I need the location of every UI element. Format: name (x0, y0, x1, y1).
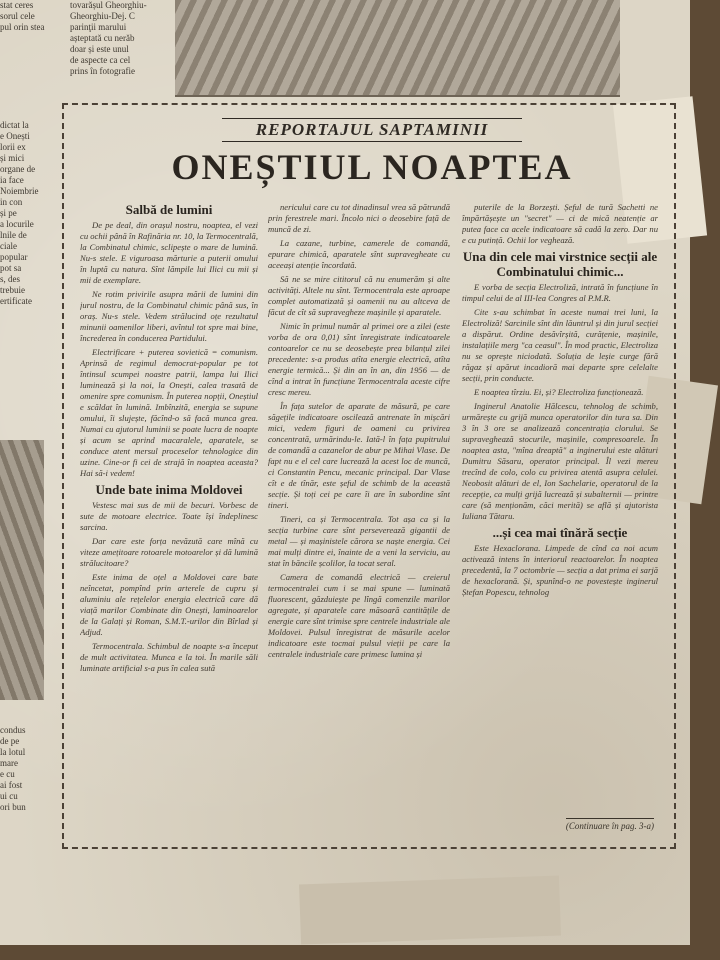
subheading-sectie-virstnica: Una din cele mai virstnice secții ale Combinatului chimic... (462, 249, 658, 279)
fragment-left-upper (0, 0, 50, 33)
article-column-1 (80, 202, 258, 832)
article-column-3 (462, 202, 658, 832)
fragment-line: a locurile (0, 219, 34, 229)
fragment-left-lower (0, 725, 46, 813)
fragment-line: e cu (0, 769, 15, 779)
paragraph: nericului care cu tot dinadinsul vrea să pătrundă prin ferestrele mari. Încolo nici o deosebire față de muncă de zi. (268, 202, 450, 234)
fragment-top-left (70, 0, 170, 77)
paragraph: Inginerul Anatolie Hălcescu, tehnolog de schimb, urmărește cu grijă munca operatorilor din tura sa. Din 3 în 3 ore se analizează concentrația clorului. Se supraveghează stocurile, mașinile, compresoarele. În noaptea asta, "mîna dreaptă" a inginerului este alături Dumitru Săsaru, operator principal. Îl vezi mereu trecînd de colo, colo cu privirea atentă asupra celulei. Neobosit alături de el, Ion Sachelarie, operatorul de la recepție, ca mulți grijă lucrează și subalternii — printre care (să menționăm, căci merită) se află și ajutorista Iuliana Tătaru. (462, 401, 658, 521)
fragment-line: la lotul (0, 747, 26, 757)
article-kicker: REPORTAJUL SAPTAMINII (222, 118, 522, 142)
fragment-line: ciale (0, 241, 17, 251)
subheading-salba-de-lumini: Salbă de lumini (125, 202, 213, 217)
fragment-line: ai fost (0, 780, 23, 790)
fragment-line: e Onești (0, 131, 30, 141)
fragment-line: pul orin stea (0, 22, 45, 32)
paragraph: Electrificare + puterea sovietică = comunism. Aprinsă de regimul democrat-popular pe tot întinsul scumpei noastre patrii, lampa lui Ilici luminează și la noi, la Onești, calea trasată de omenire spre comunism. În puterea nopții, Oneștiul e scăldat în lumină. Imbînzită, energia se supune omului, îi slujește, făcînd-o să facă munca grea. Numai cu ajutorul luminii se poate lucra de noapte și acum se aprind macaralele, aparatele, se conduce atent mersul proceselor tehnologice din uzine. Cine-or fi cei de strajă în noaptea aceasta? Hai să-i vedem! (80, 347, 258, 478)
fragment-line: ertificate (0, 296, 32, 306)
fragment-line: pot sa (0, 263, 22, 273)
fragment-line: și pe (0, 208, 17, 218)
fragment-line: stat ceres (0, 0, 34, 10)
fragment-line: parinţii marului (70, 22, 127, 32)
paragraph: Nimic în primul număr al primei ore a zilei (este vorba de ora 0,01) sînt înregistrate indicatoarele contoarelor ce nu se deosebește prea bilanțul zilei precedente: s-a produs atîta energie electrică, atîta energie termică... Și din an în an, din 1956 — de cînd a intrat în funcțiune Termocentrala aceste cifre cresc mereu. (268, 321, 450, 397)
article (72, 112, 664, 840)
paragraph: Termocentrala. Schimbul de noapte s-a început de mult activitatea. Munca e la toi. În marile săli luminate artificial s-a pus în calea sută (80, 641, 258, 673)
fragment-line: sorul cele (0, 11, 35, 21)
fragment-line: mare (0, 758, 18, 768)
paragraph: E noaptea tîrziu. Ei, și? Electroliza funcționează. (474, 387, 644, 397)
fragment-line: ui cu (0, 791, 18, 801)
paragraph: E vorba de secția Electroliză, intrată în funcțiune în timpul celui de al III-lea Congres al P.M.R. (462, 282, 658, 303)
fragment-line: condus (0, 725, 26, 735)
fragment-line: Gheorghiu-Dej. C (70, 11, 135, 21)
fragment-line: dictat la (0, 120, 29, 130)
continuation-note: (Continuare în pag. 3-a) (566, 818, 654, 831)
paragraph: Ne rotim privirile asupra mării de lumini din jurul nostru, de la Combinatul chimic până sus, în oraș. Nu-s stele. Vedem strălucind oțe rezultatul minunii oamenilor liberi, avîntul tot spre mai bine, încrederea în conducerea Partidului. (80, 289, 258, 343)
paragraph: La cazane, turbine, camerele de comandă, epurare chimică, aparatele sînt supravegheate cu aceeași atenție încordată. (268, 238, 450, 270)
fragment-line: ia face (0, 175, 24, 185)
article-headline: ONEȘTIUL NOAPTEA (171, 147, 573, 187)
fragment-line: s, des (0, 274, 20, 284)
fragment-line: prins în fotografie (70, 66, 135, 76)
subheading-sectie-tinara: ...și cea mai tînără secție (492, 525, 628, 540)
paragraph: De pe deal, din orașul nostru, noaptea, el vezi cu ochii până în Rafinăria nr. 10, la Termocentrală, la Combinatul chimic, sclipește o mare de lumină. Nu-s stele. E viguroasa mărturie a puterii omului în luptă cu natura. Sînt lămpile lui Ilici cu mii și mii de exemplare. (80, 220, 258, 285)
fragment-line: și mici (0, 153, 25, 163)
fragment-line: popular (0, 252, 28, 262)
fragment-line: Noiembrie (0, 186, 39, 196)
paragraph: Camera de comandă electrică — creierul termocentralei cum i se mai spune — luminată fluorescent, găzduiește pe lîngă comenzile marilor agregate, și aparatele care măsoară cantitățile de energie care sînt trimise spre centrele industriale ale Moldovei. Pulsul înregistrat de măsurile acelor indicatoare este tocmai pulsul vieții pe care la centralele industriale care primesc lumina și (268, 572, 450, 659)
paragraph: Este inima de oțel a Moldovei care bate neîncetat, pompînd prin arterele de cupru și aluminiu ale rețelelor energia electrică care dă viață marilor Combinate din Onești, laminoarelor de la Galați și Roman, S.M.T.-urilor din Bîrlad și Adjud. (80, 572, 258, 637)
paragraph: Să ne se mire cititorul că nu enumerăm și alte activități. Altele nu sînt. Termocentrala este aproape complet automatizată și oamenii nu au altceva de făcut de cît să supravegheze mașinile și aparatele. (268, 274, 450, 317)
paragraph: Tineri, ca și Termocentrala. Tot așa ca și la secția turbine care sînt perseverează gigantii de metal — și mașinistele cărora se naște energia. Cei mai mulți dintre ei, înainte de a veni la serviciu, au stat în băncile școlilor, la tocat seral. (268, 514, 450, 568)
paragraph: Cite s-au schimbat în aceste numai trei luni, la Electroliză! Sarcinile sînt din lăuntrul și din jurul secției a dispărut. Ordine desăvîrșită, curățenie, mașinile, instalațiile merg "ca ceasul". În mod practic, Electroliza nu se oprește niciodată. Soluția de leșie curge fără răgaz și apărut incadioră mai departe spre celelalte secții, prin conducte. (462, 307, 658, 383)
fragment-line: trebuie (0, 285, 25, 295)
torn-paper-edge (299, 875, 561, 944)
fragment-line: tovarășul Gheorghiu- (70, 0, 147, 10)
subheading-inima-moldovei: Unde bate inima Moldovei (95, 482, 243, 497)
article-column-2 (268, 202, 450, 832)
paragraph: Dar care este forța nevăzută care mînă cu viteze amețitoare rotoarele motoarelor și dă lumină strălucitoare? (80, 536, 258, 568)
fragment-line: doar și este unul (70, 44, 129, 54)
fragment-left-middle (0, 120, 46, 307)
fragment-line: de pe (0, 736, 20, 746)
paragraph: Vestesc mai sus de mii de becuri. Vorbesc de sute de motoare electrice. Toate își îndeplinesc sarcina. (80, 500, 258, 532)
paragraph: În fața sutelor de aparate de măsură, pe care săgețile indicatoare oscilează antrenate în mișcări mici, vedem figuri de oameni cu privirea concentrată, urmărindu-le. Iată-l în fața pupitrului de comandă a cazanelor de abur pe Mihai Vlase. De fapt nu e el cel care lucrează la acest loc de muncă, ci Constantin Pencu, mecanic principal. Dar Vlase cît e de tînăr, este șeful de schimb de la această secție. Și toți cei pe care îi are în subordine sînt tineri. (268, 401, 450, 510)
top-photograph (175, 0, 620, 97)
fragment-line: lorii ex (0, 142, 26, 152)
fragment-line: in con (0, 197, 23, 207)
fragment-line: ori bun (0, 802, 26, 812)
fragment-line: lnile de (0, 230, 27, 240)
paragraph: puterile de la Borzești. Șeful de tură Sachetti ne împărtășește un "secret" — ci de mică neatenție ar putea face ca acele indicatoare să cadă la zero. Dar nu e cu putință. Ochii lor veghează. (462, 202, 658, 245)
paragraph: Este Hexaclorana. Limpede de cînd ca noi acum activează intens în interiorul reactoarelor. În noaptea precedentă, la 7 octombrie — secția a dat prima ei sarjă de hexaclorană. Și, spunînd-o ne povestește inginerul Ștefan Popescu, tehnolog (462, 543, 658, 597)
left-photograph (0, 440, 44, 700)
fragment-line: organe de (0, 164, 36, 174)
fragment-line: așteptată cu nerăb (70, 33, 135, 43)
fragment-line: de aspecte ca cel (70, 55, 131, 65)
